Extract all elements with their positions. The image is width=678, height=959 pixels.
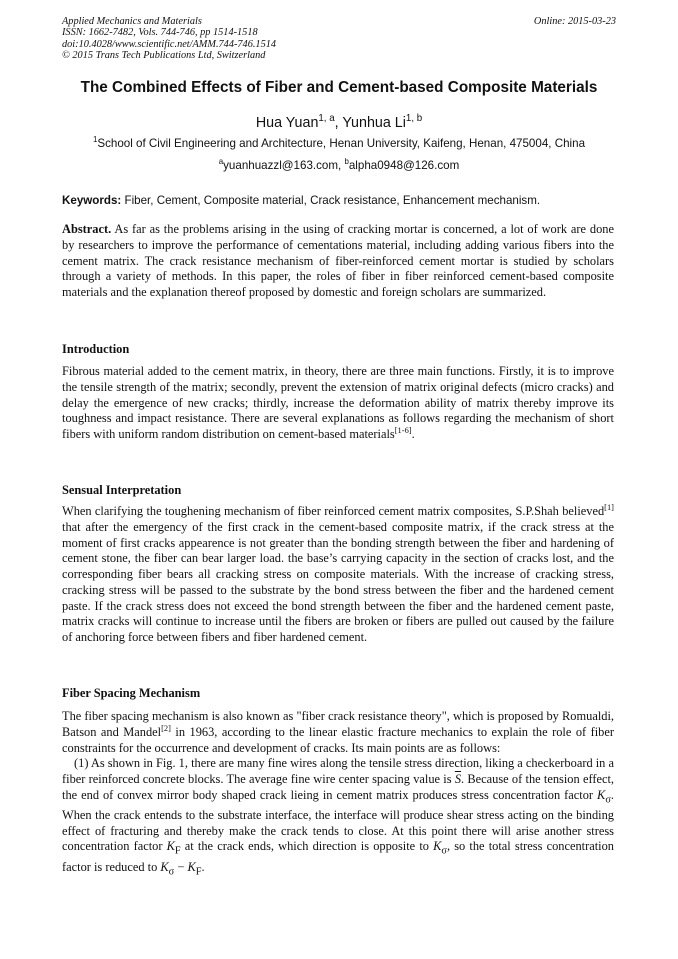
author-line bbox=[40, 115, 638, 131]
issn-line: ISSN: 1662-7482, Vols. 744-746, pp 1514-1518 bbox=[62, 27, 258, 39]
symbol-s-bar: $\overline{S}$ bbox=[454, 772, 462, 786]
paragraph-text: . Because of the tension effect, the end of convex mirror body shaped crack lieing in cement matrix produces stress concentration factor bbox=[62, 772, 615, 802]
symbol-sigma: σ bbox=[441, 845, 447, 857]
symbol-k: K bbox=[433, 839, 442, 854]
abstract-label: Abstract. bbox=[62, 222, 112, 236]
email-mark: b bbox=[344, 157, 349, 167]
fiber-paragraph-2 bbox=[62, 756, 614, 880]
section-heading: Fiber Spacing Mechanism bbox=[62, 686, 201, 700]
copyright-line: © 2015 Trans Tech Publications Ltd, Switzerland bbox=[62, 50, 266, 62]
keywords-text: Fiber, Cement, Composite material, Crack resistance, Enhancement mechanism. bbox=[121, 194, 541, 207]
symbol-k: K bbox=[187, 859, 196, 874]
doi-line[interactable]: doi:10.4028/www.scientific.net/AMM.744-746.1514 bbox=[62, 38, 277, 50]
abstract bbox=[62, 222, 614, 301]
affiliation-mark: 1 bbox=[92, 135, 98, 145]
section-heading: Sensual Interpretation bbox=[62, 483, 182, 497]
paragraph-text: (1) As shown in Fig. 1, there are many fine wires along the tensile stress direction, liking a checkerboard in a fiber reinforced concrete blocks. The average fine wire center spacing value is bbox=[62, 756, 614, 786]
paragraph-text: Fibrous material added to the cement matrix, in theory, there are three main functions. Firstly, it is to improve the tensile strength of the matrix; secondly, prevent the extension of matrix original defects (micro cracks) and delay the emergence of new cracks; thirdly, increase the deformation ability of matrix thereby improve its toughness and impact resistance. There are several explanations as follows regarding the mechanism of short fibers with uniform random distribution on cement-based materials bbox=[62, 364, 614, 441]
author-emails bbox=[40, 159, 638, 172]
keywords-label: Keywords: bbox=[62, 194, 122, 207]
paper-title: The Combined Effects of Fiber and Cement-based Composite Materials bbox=[80, 79, 598, 96]
paragraph-text: , so the total stress concentration factor is reduced to bbox=[62, 839, 614, 874]
minus-sign: − bbox=[174, 859, 188, 874]
author-name: Hua Yuan bbox=[255, 115, 319, 131]
sensual-paragraph bbox=[62, 501, 614, 646]
paragraph-text: The fiber spacing mechanism is also known as "fiber crack resistance theory", which is proposed by Romualdi, Batson and Mandel bbox=[62, 709, 614, 739]
citation: [1] bbox=[604, 501, 614, 512]
keywords bbox=[62, 194, 616, 207]
citation: [2] bbox=[161, 722, 171, 733]
paragraph-text: in 1963, according to the linear elastic fracture mechanics to explain the role of fiber constraints for the occurrence and development of cracks. Its main points are as follows: bbox=[62, 724, 614, 755]
symbol-k: K bbox=[160, 859, 169, 874]
citation: [1-6] bbox=[394, 424, 412, 435]
email-mark: a bbox=[218, 157, 224, 167]
fiber-spacing-section bbox=[62, 709, 614, 880]
author-affiliation-mark: 1, a bbox=[318, 113, 335, 125]
paragraph-text: When clarifying the toughening mechanism of fiber reinforced cement matrix composites, S.P.Shah believed bbox=[62, 504, 605, 518]
paragraph-text: that after the emergency of the first crack in the cement-based composite matrix, if the crack stress at the moment of first cracks appearence is not greater than the bonding strength between the fiber and hardening of cement stone, the fiber can bear larger load. the base’s carrying capacity in the section of cracks lost, and the corresponding fiber bears all cracking stress on composite materials. With the increase of cracking stress, cracking stress will be passed to the substrate by the bond stress between the fiber and the hardened cement paste. If the crack stress does not exceed the bond strength between the fiber and the hardened cement paste, matrix cracks will continue to increase until the fibers are broken or fibers are pulled out caused by the failure of anchoring force between fibers and fiber hardened cement. bbox=[62, 519, 614, 644]
journal-header bbox=[62, 16, 276, 62]
symbol-f: F bbox=[174, 845, 181, 857]
author-affiliation-mark: 1, b bbox=[405, 113, 423, 125]
paragraph-text: at the crack ends, which direction is opposite to bbox=[180, 839, 434, 854]
online-date: Online: 2015-03-23 bbox=[533, 16, 616, 27]
abstract-text: As far as the problems arising in the using of cracking mortar is concerned, a lot of work are done by researchers to improve the performance of cementations material, including adding various fibers into the cement matrix. The crack resistance mechanism of fiber-reinforced cement mortar is studied by scholars through a variety of methods. In this paper, the roles of fiber in fiber reinforced cement-based composite materials and the explanation thereof proposed by domestic and foreign scholars are summarized. bbox=[62, 222, 614, 299]
symbol-k: K bbox=[166, 839, 175, 854]
symbol-sigma: σ bbox=[605, 794, 611, 806]
symbol-f: F bbox=[195, 866, 202, 878]
author-name: Yunhua Li bbox=[342, 115, 406, 131]
paragraph-text: . When the crack entends to the substrate interface, the interface will produce shear stress acting on the binding effect of fracturing and thereby make the crack tends to close. At this point there will arise another stress concentration factor bbox=[62, 787, 614, 854]
journal-name: Applied Mechanics and Materials bbox=[62, 16, 202, 27]
fiber-paragraph-1 bbox=[62, 709, 614, 756]
symbol-sigma: σ bbox=[168, 866, 175, 878]
author-separator: , bbox=[334, 115, 343, 131]
introduction-paragraph bbox=[62, 364, 614, 443]
section-heading: Introduction bbox=[62, 342, 130, 356]
email-link[interactable]: alpha0948@126.com bbox=[348, 159, 460, 172]
affiliation bbox=[40, 137, 638, 150]
punctuation: . bbox=[411, 427, 415, 441]
symbol-k: K bbox=[597, 787, 606, 802]
email-link[interactable]: yuanhuazzl@163.com, bbox=[223, 159, 345, 172]
affiliation-text: School of Civil Engineering and Architecture, Henan University, Kaifeng, Henan, 475004, China bbox=[97, 137, 586, 150]
punctuation: . bbox=[201, 859, 205, 874]
